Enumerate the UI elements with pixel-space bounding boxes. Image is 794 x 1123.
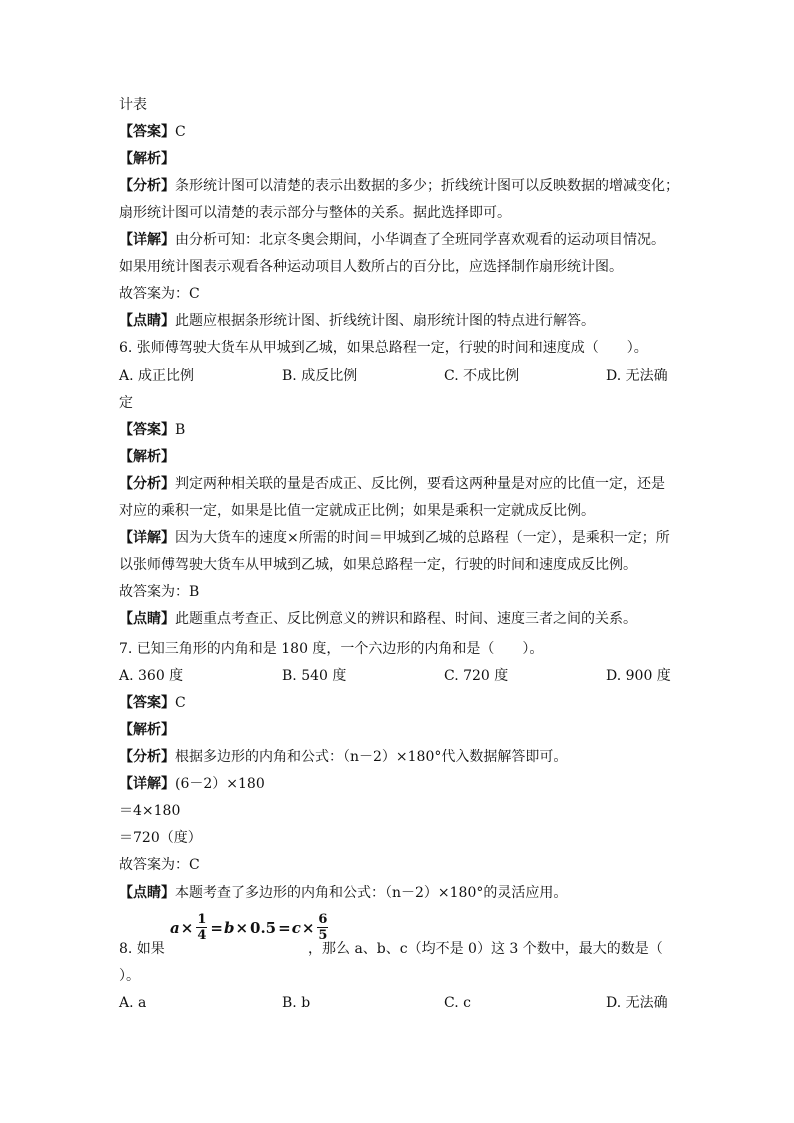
- q8-stem-suffix: ，那么 a、b、c（均不是 0）这 3 个数中，最大的数是（: [308, 941, 663, 957]
- fenxi-tag: 【分析】: [119, 476, 175, 492]
- q8-option-c: C. c: [444, 995, 471, 1011]
- q5-stem-tail: 计表: [119, 97, 147, 113]
- var-c: c: [291, 918, 301, 937]
- q7-answer: C: [175, 695, 186, 711]
- xiangjie-tag: 【详解】: [119, 776, 175, 792]
- answer-tag: 【答案】: [119, 695, 175, 711]
- q7-analysis-tag: 【解析】: [119, 722, 175, 738]
- times-sign: ×: [235, 918, 249, 937]
- q6-fenxi-line1: 【分析】判定两种相关联的量是否成正、反比例，要看这两种量是对应的比值一定，还是: [119, 476, 665, 492]
- q5-answer-line: [119, 123, 186, 141]
- q6-dianjing-line: 【点睛】此题重点考查正、反比例意义的辨识和路程、时间、速度三者之间的关系。: [119, 611, 637, 627]
- q7-dianjing-line: 【点睛】本题考查了多边形的内角和公式：（n－2）×180°的灵活应用。: [119, 885, 568, 901]
- q6-option-b: B. 成反比例: [282, 368, 358, 384]
- fraction-denominator: 5: [318, 928, 328, 943]
- q6-stem: 6. 张师傅驾驶大货车从甲城到乙城，如果总路程一定，行驶的时间和速度成（ ）。: [119, 340, 648, 356]
- q7-fenxi-line: 【分析】根据多边形的内角和公式：（n－2）×180°代入数据解答即可。: [119, 749, 568, 765]
- q5-fenxi-line1: 【分析】条形统计图可以清楚的表示出数据的多少；折线统计图可以反映数据的增减变化；: [119, 178, 679, 194]
- q5-dianjing-line: 【点睛】此题应根据条形统计图、折线统计图、扇形统计图的特点进行解答。: [119, 313, 595, 329]
- q6-analysis-tag: 【解析】: [119, 449, 175, 465]
- dianjing-tag: 【点睛】: [119, 611, 175, 627]
- answer-tag: 【答案】: [119, 124, 175, 140]
- q5-analysis-tag: 【解析】: [119, 151, 175, 167]
- q7-xiangjie-line2: ＝4×180: [119, 803, 181, 819]
- q8-equation-formula: [170, 912, 330, 943]
- q6-option-d-wrap: 定: [119, 395, 133, 411]
- q5-answer: C: [175, 124, 186, 140]
- q7-option-b: B. 540 度: [282, 668, 347, 684]
- q5-final-answer: 故答案为：C: [119, 286, 200, 302]
- fraction-numerator: 6: [318, 912, 328, 927]
- q8-stem-line2: ）。: [119, 968, 140, 984]
- q7-final-answer: 故答案为：C: [119, 857, 200, 873]
- q6-option-c: C. 不成比例: [444, 368, 520, 384]
- q5-fenxi-line2: 扇形统计图可以清楚的表示部分与整体的关系。据此选择即可。: [119, 205, 511, 221]
- q8-option-a: A. a: [119, 995, 147, 1011]
- var-b: b: [223, 918, 235, 937]
- q8-option-b: B. b: [282, 995, 311, 1011]
- q6-xiangjie-line2: 以张师傅驾驶大货车从甲城到乙城，如果总路程一定，行驶的时间和速度成反比例。: [119, 557, 637, 573]
- q8-prefix: 8. 如果: [119, 941, 165, 957]
- q6-answer: B: [175, 422, 186, 438]
- dianjing-tag: 【点睛】: [119, 885, 175, 901]
- fenxi-tag: 【分析】: [119, 749, 175, 765]
- answer-tag: 【答案】: [119, 422, 175, 438]
- q6-answer-line: [119, 421, 185, 439]
- q7-stem: 7. 已知三角形的内角和是 180 度，一个六边形的内角和是（ ）。: [119, 641, 544, 657]
- xiangjie-tag: 【详解】: [119, 232, 175, 248]
- dianjing-tag: 【点睛】: [119, 313, 175, 329]
- q7-option-c: C. 720 度: [444, 668, 509, 684]
- equals-sign: =: [278, 918, 291, 937]
- q5-xiangjie-line1: 【详解】由分析可知：北京冬奥会期间，小华调查了全班同学喜欢观看的运动项目情况。: [119, 232, 665, 248]
- fraction-denominator: 4: [197, 928, 207, 943]
- fraction-numerator: 1: [197, 912, 207, 927]
- fenxi-tag: 【分析】: [119, 178, 175, 194]
- var-a: a: [170, 918, 180, 937]
- q6-xiangjie-line1: 【详解】因为大货车的速度×所需的时间＝甲城到乙城的总路程（一定），是乘积一定；所: [119, 530, 670, 546]
- times-sign: ×: [180, 918, 194, 937]
- q5-xiangjie-line2: 如果用统计图表示观看各种运动项目人数所占的百分比，应选择制作扇形统计图。: [119, 259, 623, 275]
- q6-option-d: D. 无法确: [606, 368, 668, 384]
- times-sign: ×: [301, 918, 315, 937]
- q6-fenxi-line2: 对应的乘积一定，如果是比值一定就成正比例；如果是乘积一定就成反比例。: [119, 503, 595, 519]
- q7-option-d: D. 900 度: [606, 668, 671, 684]
- q7-answer-line: [119, 694, 186, 712]
- equals-sign: =: [210, 918, 223, 937]
- q7-xiangjie-line3: ＝720（度）: [119, 830, 202, 846]
- fraction-six-fifths: [317, 912, 328, 943]
- q7-option-a: A. 360 度: [119, 668, 184, 684]
- q6-option-a: A. 成正比例: [119, 368, 195, 384]
- fraction-one-quarter: [196, 912, 207, 943]
- decimal-value: 0.5: [250, 918, 277, 937]
- xiangjie-tag: 【详解】: [119, 530, 175, 546]
- q7-xiangjie-line1: 【详解】(6－2）×180: [119, 776, 265, 792]
- q6-final-answer: 故答案为：B: [119, 584, 200, 600]
- q8-option-d: D. 无法确: [606, 995, 668, 1011]
